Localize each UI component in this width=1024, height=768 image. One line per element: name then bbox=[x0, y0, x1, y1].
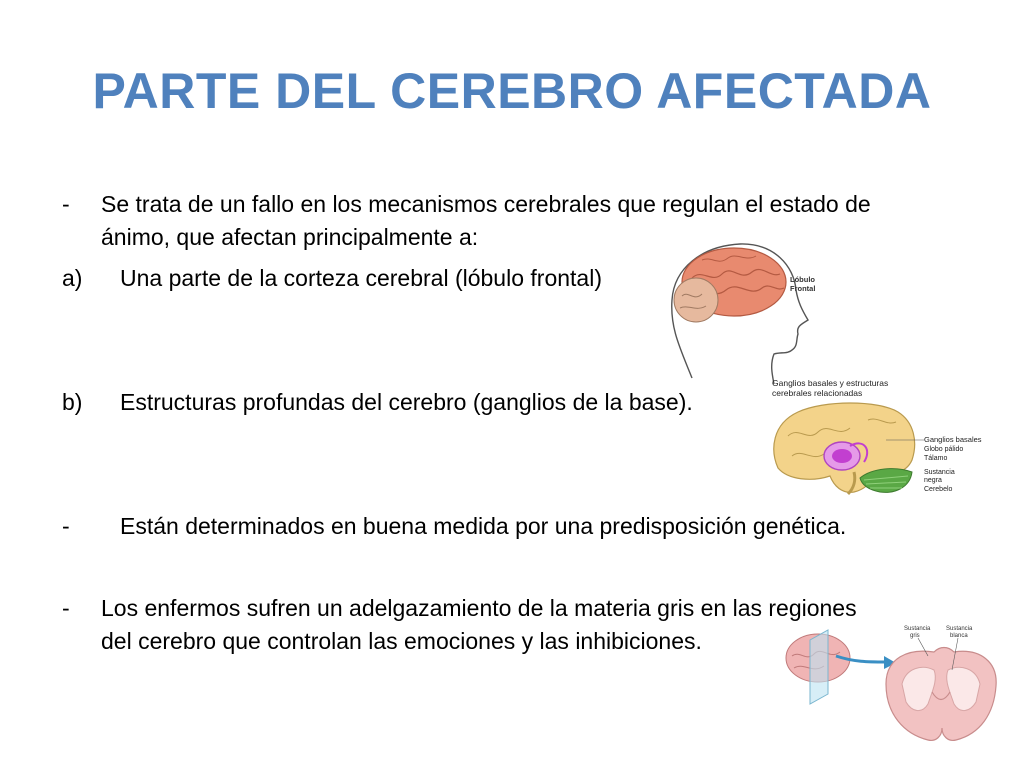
gray-matter-label: Sustancia bbox=[904, 626, 931, 632]
bullet-text-line: del cerebro que controlan las emociones y las inhibiciones. bbox=[101, 628, 702, 654]
globus-pallidus-label: Globo pálido bbox=[924, 446, 964, 453]
brain-cortex-shape bbox=[674, 248, 786, 322]
frontal-lobe-illustration bbox=[662, 238, 822, 386]
bullet-text-line: Una parte de la corteza cerebral (lóbulo frontal) bbox=[120, 265, 602, 291]
frontal-lobe-label: Lóbulo bbox=[790, 275, 815, 284]
bullet-marker: - bbox=[62, 595, 70, 621]
bullet-marker: a) bbox=[62, 265, 83, 291]
bullet-marker: - bbox=[62, 513, 70, 539]
brain-section-shape bbox=[774, 403, 915, 494]
thalamus-label: Tálamo bbox=[924, 455, 948, 462]
basal-ganglia-illustration bbox=[768, 376, 990, 500]
gray-matter-section-illustration bbox=[782, 622, 1002, 746]
substantia-nigra-label: negra bbox=[924, 477, 942, 484]
white-matter-label: blanca bbox=[950, 633, 968, 639]
bullet-text-line: Están determinados en buena medida por una predisposición genética. bbox=[120, 513, 847, 539]
bullet-text-line: Estructuras profundas del cerebro (ganglios de la base). bbox=[120, 389, 693, 415]
basal-ganglia-heading: Ganglios basales y estructuras bbox=[772, 378, 889, 388]
bullet-marker: b) bbox=[62, 389, 83, 415]
coronal-section-shape bbox=[886, 648, 996, 741]
bullet-text-line: Los enfermos sufren un adelgazamiento de la materia gris en las regiones bbox=[101, 595, 857, 621]
bullet-text-line: ánimo, que afectan principalmente a: bbox=[101, 224, 479, 250]
brain-side-view-shape bbox=[786, 630, 850, 704]
basal-ganglia-heading: cerebrales relacionadas bbox=[772, 388, 863, 398]
page-title: PARTE DEL CEREBRO AFECTADA bbox=[92, 63, 932, 119]
bullet-marker: - bbox=[62, 191, 70, 217]
basal-ganglia-label: Ganglios basales bbox=[924, 435, 982, 444]
frontal-lobe-label: Frontal bbox=[790, 284, 816, 293]
gray-matter-label: gris bbox=[910, 633, 920, 639]
cerebellum-label: Cerebelo bbox=[924, 486, 953, 493]
bullet-text-line: Se trata de un fallo en los mecanismos cerebrales que regulan el estado de bbox=[101, 191, 871, 217]
substantia-nigra-label: Sustancia bbox=[924, 469, 955, 476]
white-matter-label: Sustancia bbox=[946, 626, 973, 632]
